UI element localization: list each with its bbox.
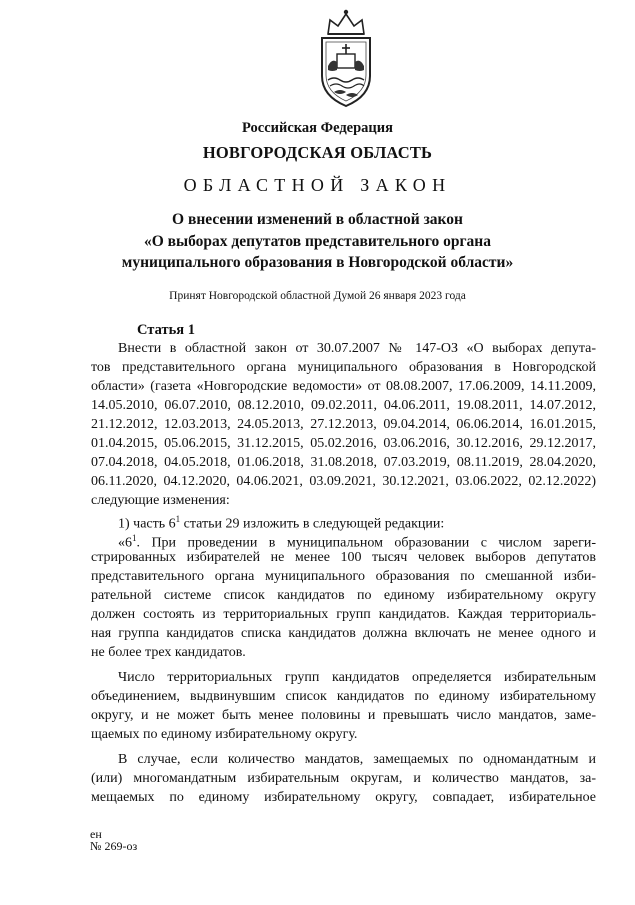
title-line: О внесении изменений в областной закон	[172, 211, 463, 228]
item1-text-end: статьи 29 изложить в следующей редакции:	[180, 516, 445, 532]
footer-law-number: № 269-оз	[90, 839, 138, 853]
para1-text-end: . При проведении в муниципальном образовании с числом зареги-	[136, 535, 596, 551]
paragraph-line: (или) многомандатным избирательным округам, и количество мандатов, за-	[91, 771, 596, 786]
paragraph-line: Число территориальных групп кандидатов определяется избирательным	[118, 670, 596, 685]
paragraph-line: 14.05.2010, 06.07.2010, 08.12.2010, 09.02.2011, 04.06.2011, 19.08.2011, 14.07.2012,	[91, 398, 596, 413]
paragraph-line: Внести в областной закон от 30.07.2007 № 147-ОЗ «О выборах депута-	[118, 341, 596, 356]
paragraph-line: рательной системе список кандидатов по единому избирательному округу	[91, 588, 596, 603]
paragraph-line: следующие изменения:	[91, 493, 230, 508]
title-line: муниципального образования в Новгородской области»	[121, 254, 514, 271]
paragraph-line: В случае, если количество мандатов, замещаемых по одномандатным и	[118, 752, 596, 767]
coat-of-arms-icon	[308, 6, 384, 112]
region-name: НОВГОРОДСКАЯ ОБЛАСТЬ	[202, 143, 433, 162]
paragraph-line: ная группа кандидатов списка кандидатов должна включать не менее одного и	[91, 626, 596, 641]
paragraph-line: объединением, выдвинувшим список кандидатов по единому избирательному	[91, 689, 596, 704]
paragraph-line: щаемых по единому избирательному округу.	[91, 727, 358, 742]
paragraph-line: 21.12.2012, 12.03.2013, 24.05.2013, 27.12.2013, 09.04.2014, 06.06.2014, 16.01.2015,	[91, 417, 596, 432]
country-name: Российская Федерация	[242, 120, 393, 136]
title-line: «О выборах депутатов представительного органа	[143, 233, 491, 250]
item1-superscript: 1	[175, 514, 181, 524]
article-heading: Статья 1	[137, 322, 195, 338]
paragraph-line: 07.04.2018, 04.05.2018, 01.06.2018, 31.08.2018, 07.03.2019, 08.11.2019, 28.04.2020,	[91, 455, 596, 470]
item1-text-start: 1) часть 6	[118, 516, 176, 532]
paragraph-line: 06.11.2020, 04.12.2020, 04.06.2021, 03.09.2021, 30.12.2021, 03.06.2022, 02.12.2022)	[91, 474, 596, 489]
paragraph-line: представительного органа муниципального образования по смешанной изби-	[91, 569, 596, 584]
paragraph-line: тов представительного органа муниципального образования в Новгородской	[91, 360, 596, 375]
para1-superscript: 1	[132, 533, 137, 543]
paragraph-line: мещаемых по единому избирательному округу, совпадает, избирательное	[91, 790, 596, 805]
paragraph-line: округу, и не может быть менее половины и превышать число мандатов, заме-	[91, 708, 596, 723]
paragraph-line: должен состоять из территориальных групп кандидатов. Каждая территориаль-	[91, 607, 596, 622]
footer-initials: ен	[90, 827, 102, 841]
paragraph-line: 01.04.2015, 05.06.2015, 31.12.2015, 05.02.2016, 03.06.2016, 30.12.2016, 29.12.2017,	[91, 436, 596, 451]
document-type: ОБЛАСТНОЙ ЗАКОН	[183, 175, 452, 195]
paragraph-line: стрированных избирателей не менее 100 тысяч человек выборов депутатов	[91, 550, 596, 565]
para1-text-start: «6	[118, 535, 132, 551]
adoption-note: Принят Новгородской областной Думой 26 января 2023 года	[169, 290, 466, 302]
paragraph-line: не более трех кандидатов.	[91, 645, 246, 660]
paragraph-line: области» (газета «Новгородские ведомости» от 08.08.2007, 17.06.2009, 14.11.2009,	[91, 379, 596, 394]
